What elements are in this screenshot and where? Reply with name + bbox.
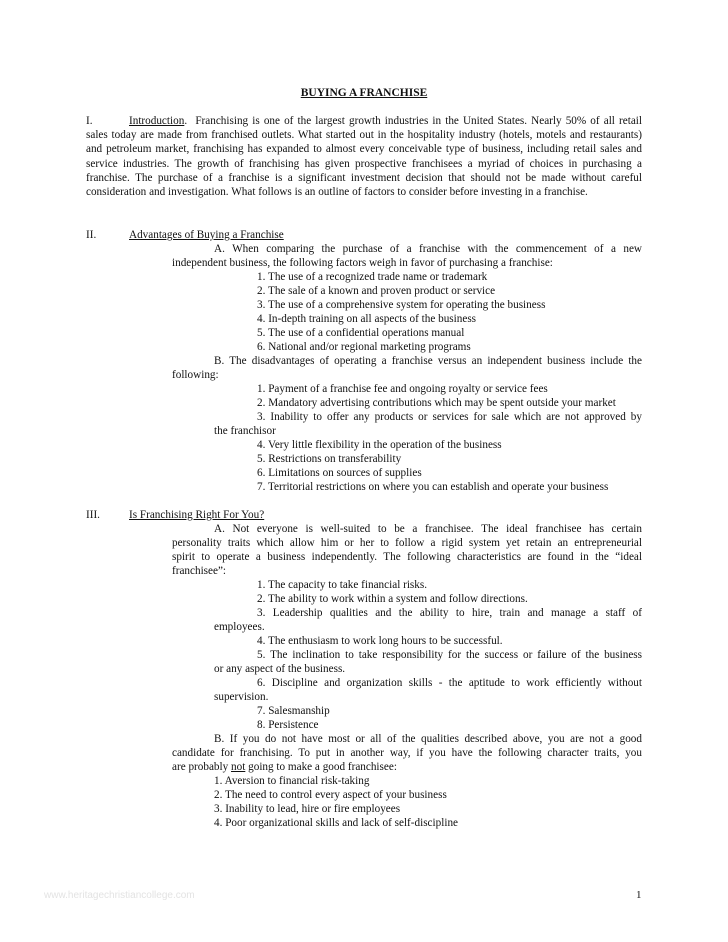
list-item: 4. Very little flexibility in the operation of the business: [257, 439, 502, 451]
list-item: 3. The use of a comprehensive system for operating the business: [257, 299, 546, 311]
paragraph-line: following:: [172, 369, 219, 381]
list-item: 3. Inability to offer any products or services for sale which are not approved by: [257, 411, 642, 423]
paragraph-line: [172, 760, 397, 774]
paragraph-text: going to make a good franchisee:: [245, 761, 397, 773]
list-item: 4. In-depth training on all aspects of the business: [257, 313, 477, 325]
list-item: 4. Poor organizational skills and lack of self-discipline: [214, 817, 458, 829]
emphasis-text: not: [231, 761, 246, 773]
section-body: Franchising is one of the largest growth industries in the United States. Nearly 50% of all retail sales today are made from franchised outlets. What started out in the hospitality industry (hotels, motels and restaurants) and petroleum market, franchising has expanded to almost every conceivable type of business, including retail sales and service industries. The growth of franchising has given prospective franchisees a myriad of choices in purchasing a franchise. The purchase of a franchise is a significant investment decision that should not be made without careful consideration and investigation. What follows is an outline of factors to consider before investing in a franchise.: [86, 115, 643, 199]
paragraph-line: A. When comparing the purchase of a franchise with the commencement of a new: [214, 243, 642, 255]
list-item: 5. The use of a confidential operations manual: [257, 327, 465, 339]
list-item-continuation: supervision.: [214, 691, 269, 703]
watermark-text: www.heritagechristiancollege.com: [44, 890, 195, 901]
list-item-continuation: the franchisor: [214, 425, 276, 437]
list-item: 2. The sale of a known and proven product or service: [257, 285, 496, 297]
list-item: 1. The use of a recognized trade name or trademark: [257, 271, 488, 283]
paragraph-line: candidate for franchising. To put in another way, if you have the following character traits, you: [172, 747, 642, 759]
list-item: 3. Leadership qualities and the ability to hire, train and manage a staff of: [257, 607, 642, 619]
list-item: 1. Payment of a franchise fee and ongoing royalty or service fees: [257, 383, 548, 395]
list-item: 4. The enthusiasm to work long hours to be successful.: [257, 635, 503, 647]
list-item: 8. Persistence: [257, 719, 319, 731]
section-heading: Advantages of Buying a Franchise: [129, 229, 284, 241]
list-item: 2. The need to control every aspect of your business: [214, 789, 447, 801]
section-heading: Introduction: [129, 115, 185, 127]
section-heading: Is Franchising Right For You?: [129, 509, 265, 521]
section-number: II.: [86, 229, 97, 241]
section-introduction: I. Introduction. Franchising is one of the largest growth industries in the United States. Nearly 50% of all retail sales today are made from franchised outlets. What started out in the hospitality industry (hotels, motels and restaurants) and petroleum market, franchising has expanded to almost every conceivable type of business, including retail sales and service industries. The growth of franchising has given prospective franchisees a myriad of choices in purchasing a franchise. The purchase of a franchise is a significant investment decision that should not be made without careful consideration and investigation. What follows is an outline of factors to consider before investing in a franchise.: [86, 115, 643, 199]
list-item: 2. Mandatory advertising contributions which may be spent outside your market: [257, 397, 616, 409]
paragraph-line: A. Not everyone is well-suited to be a franchisee. The ideal franchisee has certain: [214, 523, 642, 535]
paragraph-text: are probably: [172, 761, 232, 773]
list-item: 1. The capacity to take financial risks.: [257, 579, 428, 591]
list-item: 7. Salesmanship: [257, 705, 330, 717]
paragraph-line: B. The disadvantages of operating a franchise versus an independent business include the: [214, 355, 642, 367]
list-item: 6. National and/or regional marketing programs: [257, 341, 471, 353]
paragraph-line: independent business, the following factors weigh in favor of purchasing a franchise:: [172, 257, 553, 269]
list-item: 1. Aversion to financial risk-taking: [214, 775, 370, 787]
document-title: BUYING A FRANCHISE: [300, 87, 428, 99]
list-item: 7. Territorial restrictions on where you can establish and operate your business: [257, 481, 609, 493]
list-item: 2. The ability to work within a system and follow directions.: [257, 593, 528, 605]
list-item: 6. Limitations on sources of supplies: [257, 467, 422, 479]
section-number: III.: [86, 509, 100, 521]
paragraph-line: franchisee”:: [172, 565, 227, 577]
list-item: 6. Discipline and organization skills - the aptitude to work efficiently without: [257, 677, 642, 689]
paragraph-line: personality traits which allow him or her to follow a rigid system yet retain an entrepreneurial: [172, 537, 642, 549]
list-item: 3. Inability to lead, hire or fire employees: [214, 803, 401, 815]
list-item: 5. Restrictions on transferability: [257, 453, 402, 465]
list-item-continuation: or any aspect of the business.: [214, 663, 346, 675]
paragraph-line: spirit to operate a business independently. The following characteristics are found in the “ideal: [172, 551, 642, 563]
list-item-continuation: employees.: [214, 621, 265, 633]
paragraph-line: B. If you do not have most or all of the qualities described above, you are not a good: [214, 733, 642, 745]
list-item: 5. The inclination to take responsibility for the success or failure of the business: [257, 649, 642, 661]
section-number: I.: [86, 115, 93, 127]
page-number: 1: [636, 889, 642, 901]
